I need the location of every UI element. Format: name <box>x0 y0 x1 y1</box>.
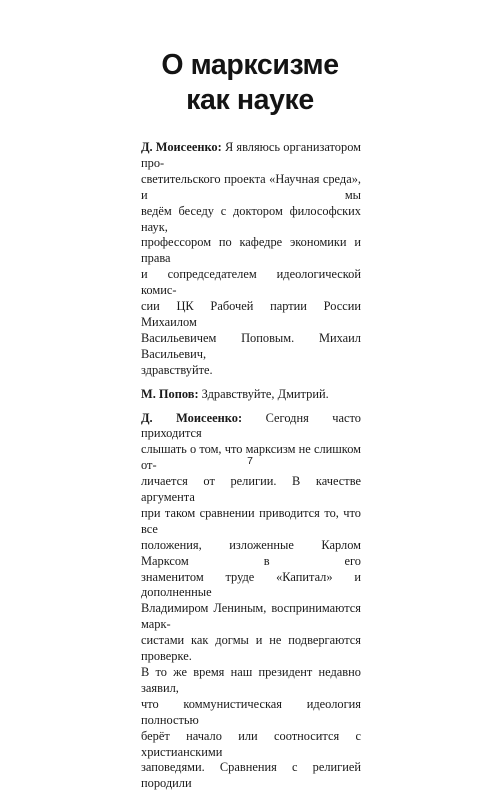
paragraph-line <box>141 387 361 403</box>
paragraph-line: здравствуйте. <box>141 363 361 379</box>
chapter-title-line-1: О марксизме <box>0 48 500 83</box>
paragraph-line: что коммунистическая идеология полностью <box>141 697 361 729</box>
speaker-name: М. Попов: <box>141 387 199 401</box>
paragraph-3 <box>141 411 361 792</box>
speaker-name: Д. Моисеенко: <box>141 140 222 154</box>
paragraph-line: при таком сравнении приводится то, что все <box>141 506 361 538</box>
paragraph-line <box>141 140 361 172</box>
paragraph-first-line-text: Я являюсь организатором про- <box>141 140 361 170</box>
paragraph-line: личается от религии. В качестве аргумента <box>141 474 361 506</box>
chapter-title <box>0 48 500 118</box>
paragraph-line: В то же время наш президент недавно заявил, <box>141 665 361 697</box>
speaker-name: Д. Моисеенко: <box>141 411 242 425</box>
paragraph-line: систами как догмы и не подвергаются проверке. <box>141 633 361 665</box>
paragraph-1 <box>141 140 361 379</box>
paragraph-line: и сопредседателем идеологической комис- <box>141 267 361 299</box>
paragraph-line: ведём беседу с доктором философских наук, <box>141 204 361 236</box>
paragraph-first-line-text: Здравствуйте, Дмитрий. <box>199 387 329 401</box>
page-number: 7 <box>0 455 500 467</box>
paragraph-line: профессором по кафедре экономики и права <box>141 235 361 267</box>
paragraph-line: сии ЦК Рабочей партии России Михаилом <box>141 299 361 331</box>
paragraph-line: берёт начало или соотносится с христианскими <box>141 729 361 761</box>
paragraph-line: светительского проекта «Научная среда», и мы <box>141 172 361 204</box>
paragraph-line: знаменитом труде «Капитал» и дополненные <box>141 570 361 602</box>
paragraph-line: слышать о том, что марксизм не слишком от- <box>141 442 361 474</box>
paragraph-line <box>141 411 361 443</box>
chapter-title-line-2: как науке <box>0 83 500 118</box>
paragraph-line: Васильевичем Поповым. Михаил Васильевич, <box>141 331 361 363</box>
paragraph-line: заповедями. Сравнения с религией породили <box>141 760 361 792</box>
paragraph-line: Владимиром Лениным, воспринимаются марк- <box>141 601 361 633</box>
paragraph-line: положения, изложенные Карлом Марксом в его <box>141 538 361 570</box>
paragraph-2 <box>141 387 361 403</box>
paragraph-first-line-text: Сегодня часто приходится <box>141 411 361 441</box>
